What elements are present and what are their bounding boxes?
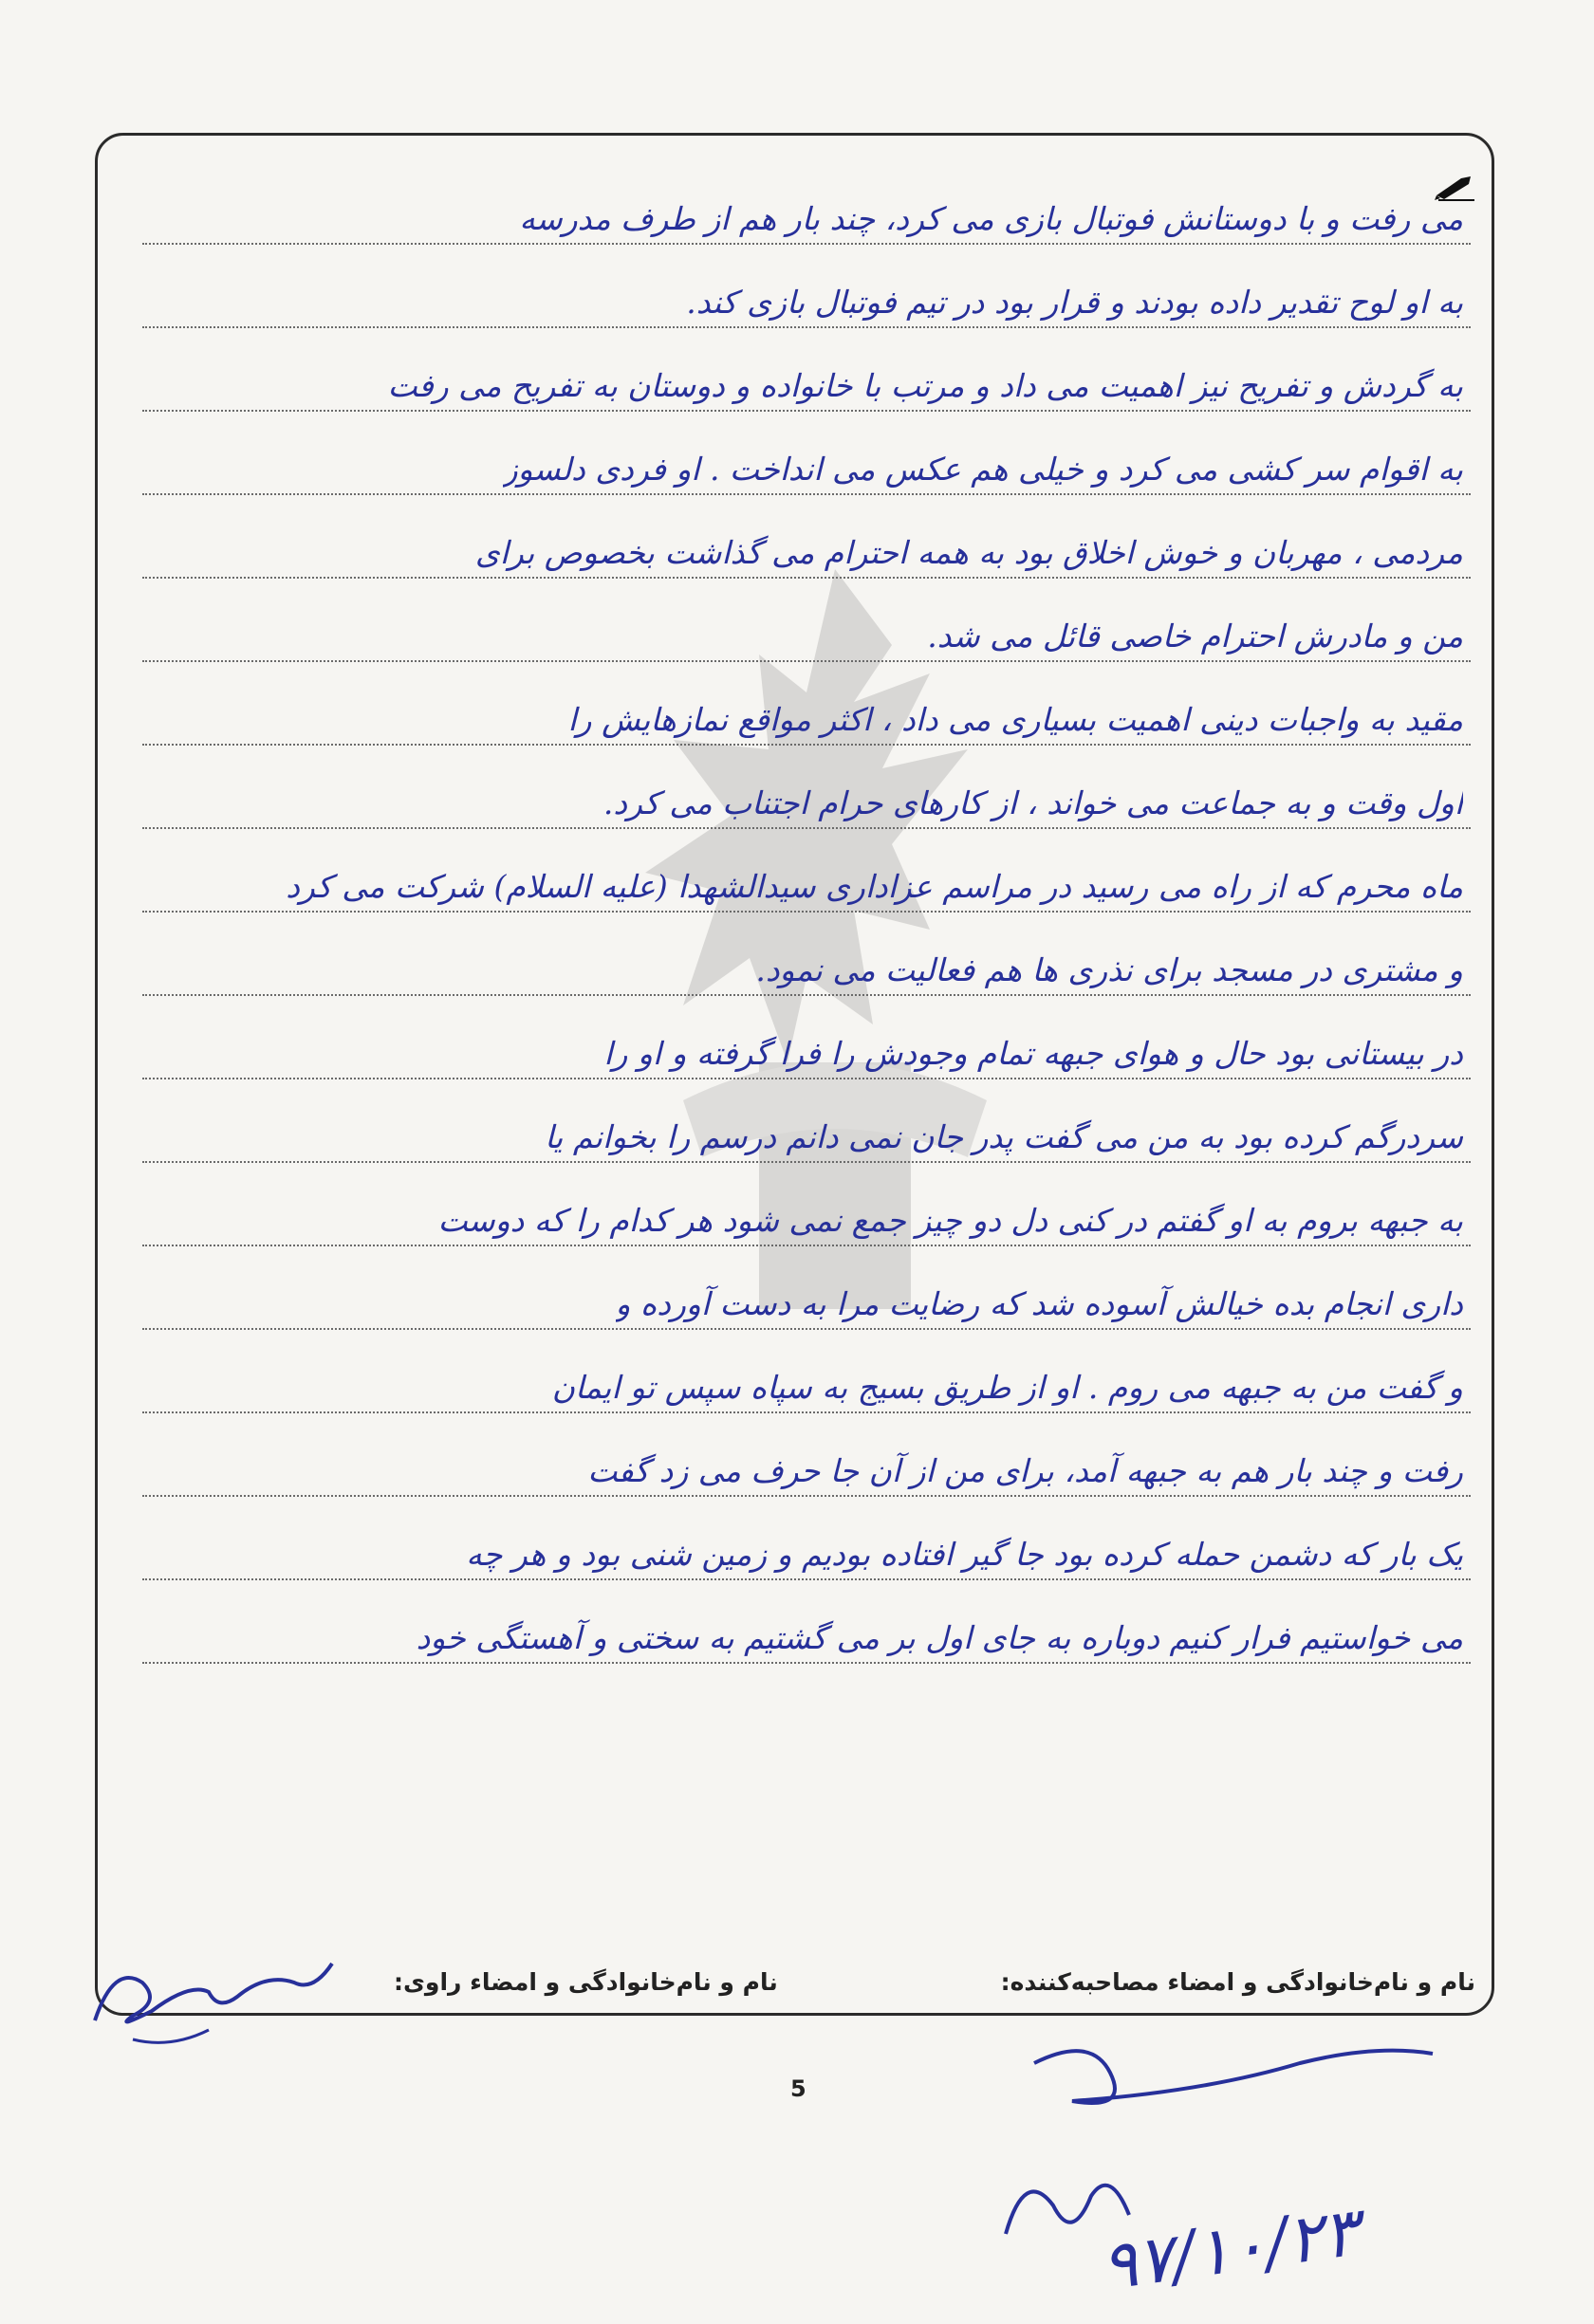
text-line: یک بار که دشمن حمله کرده بود جا گیر افتاده بودیم و زمین شنی بود و هر چه <box>142 1497 1471 1580</box>
text-line: سردرگم کرده بود به من می گفت پدر جان نمی دانم درسم را بخوانم یا <box>142 1079 1471 1163</box>
text-line: ماه محرم که از راه می رسید در مراسم عزاداری سیدالشهدا (علیه السلام) شرکت می کرد <box>142 829 1471 913</box>
handwritten-text-block <box>142 161 1471 1664</box>
bleed-through-marks <box>281 2172 299 2240</box>
text-line: و گفت من به جبهه می روم . او از طریق بسیج به سپاه سپس تو ایمان <box>142 1330 1471 1413</box>
text-line: من و مادرش احترام خاصی قائل می شد. <box>142 579 1471 662</box>
text-line: و مشتری در مسجد برای نذری ها هم فعالیت می نمود. <box>142 913 1471 996</box>
text-line: می رفت و با دوستانش فوتبال بازی می کرد، چند بار هم از طرف مدرسه <box>142 161 1471 245</box>
interviewer-signature <box>1015 2025 1452 2139</box>
text-line: رفت و چند بار هم به جبهه آمد، برای من از آن جا حرف می زد گفت <box>142 1413 1471 1497</box>
text-line: در بیستانی بود حال و هوای جبهه تمام وجودش را فرا گرفته و او را <box>142 996 1471 1079</box>
page-number: 5 <box>790 2075 806 2102</box>
text-line: به اقوام سر کشی می کرد و خیلی هم عکس می انداخت . او فردی دلسوز <box>142 412 1471 495</box>
text-line: مقید به واجبات دینی اهمیت بسیاری می داد ، اکثر مواقع نمازهایش را <box>142 662 1471 746</box>
text-line: داری انجام بده خیالش آسوده شد که رضایت مرا به دست آورده و <box>142 1246 1471 1330</box>
interviewer-signature-label: نام و نام‌خانوادگی و امضاء مصاحبه‌کننده: <box>1000 1968 1475 1996</box>
narrator-signature <box>76 1926 361 2058</box>
text-line: به جبهه بروم به او گفتم در کنی دل دو چیز جمع نمی شود هر کدام را که دوست <box>142 1163 1471 1246</box>
text-line: می خواستیم فرار کنیم دوباره به جای اول بر می گشتیم به سختی و آهستگی خود <box>142 1580 1471 1664</box>
narrator-signature-label: نام و نام‌خانوادگی و امضاء راوی: <box>394 1968 778 1996</box>
text-line: مردمی ، مهربان و خوش اخلاق بود به همه احترام می گذاشت بخصوص برای <box>142 495 1471 579</box>
text-line: به گردش و تفریح نیز اهمیت می داد و مرتب با خانواده و دوستان به تفریح می رفت <box>142 328 1471 412</box>
text-line: به او لوح تقدیر داده بودند و قرار بود در تیم فوتبال بازی کند. <box>142 245 1471 328</box>
handwritten-date: ۹۷/۱۰/۲۳ <box>1096 2192 1364 2306</box>
text-line: اول وقت و به جماعت می خواند ، از کارهای حرام اجتناب می کرد. <box>142 746 1471 829</box>
